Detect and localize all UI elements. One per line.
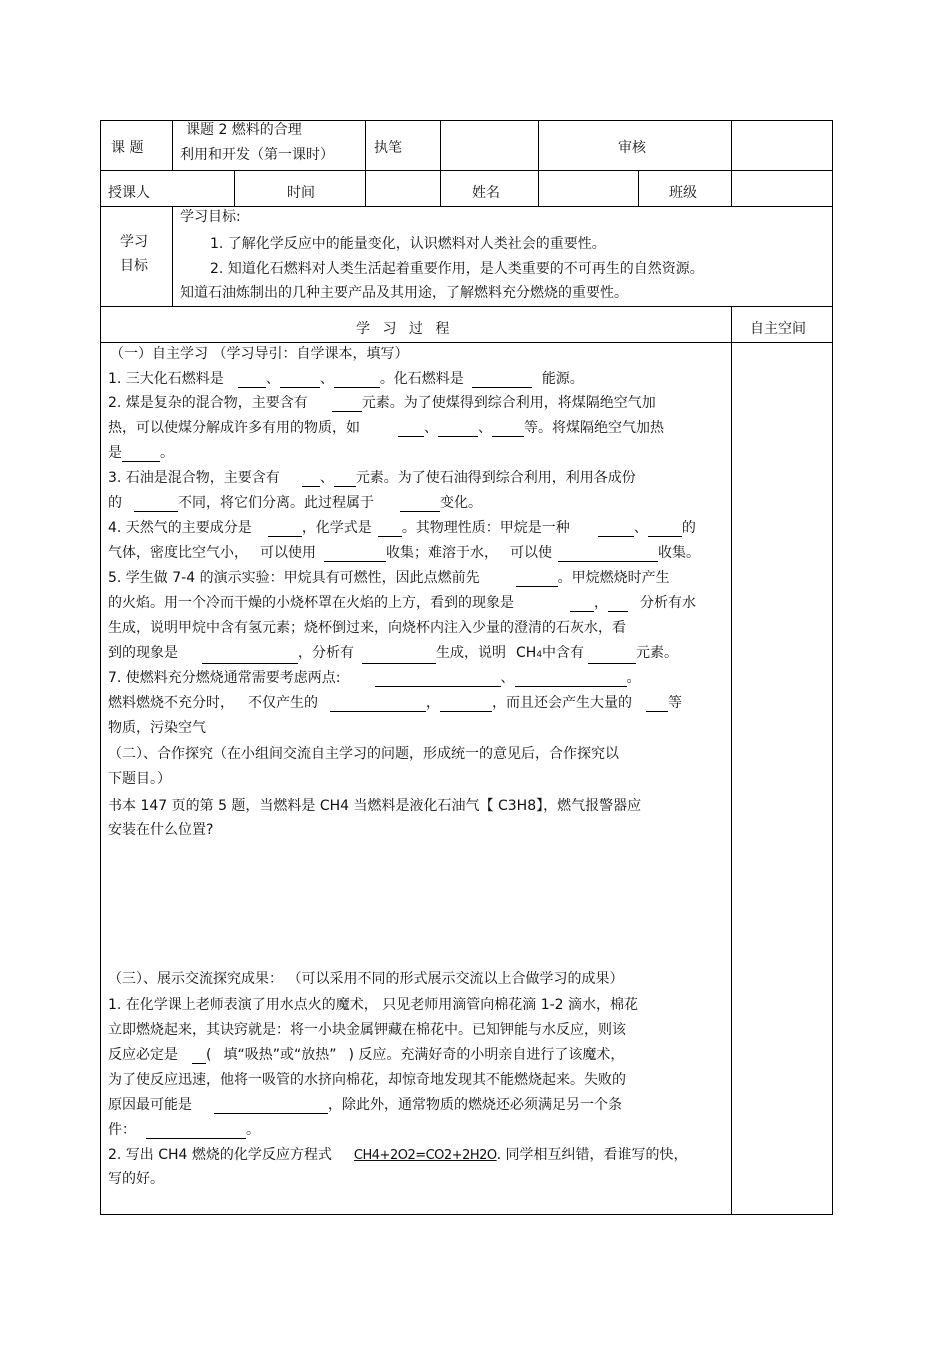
table-border-right (832, 120, 833, 1215)
col-divider (538, 120, 539, 206)
name-label: 姓名 (472, 185, 500, 201)
teacher-label: 授课人 (108, 185, 150, 201)
cooperative-question: 书本 147 页的第 5 题，当燃料是 CH4 当燃料是液化石油气【 C3H8】，燃气报警器应 (108, 798, 642, 814)
goals-label: 学习 (120, 234, 148, 250)
col-divider (172, 206, 173, 306)
question-1: 1. 三大化石燃料是 、 、 。化石燃料是 能源。 (108, 371, 584, 387)
side-space-header: 自主空间 (750, 321, 806, 337)
question-5: 生成，说明甲烷中含有氢元素；烧杯倒过来，向烧杯内注入少量的澄清的石灰水，看 (108, 620, 626, 636)
row-divider (100, 306, 833, 307)
question-4: 4. 天然气的主要成分是 ，化学式是 。其物理性质：甲烷是一种 、 的 (108, 520, 696, 536)
exchange-question-1: 反应必定是 ( 填“吸热”或“放热” ) 反应。充满好奇的小明亲自进行了该魔术， (108, 1047, 625, 1063)
goal-item: 知道石油炼制出的几种主要产品及其用途，了解燃料充分燃烧的重要性。 (180, 285, 628, 301)
row-divider (100, 170, 833, 171)
goals-title: 学习目标: (180, 209, 241, 225)
question-5: 5. 学生做 7-4 的演示实验：甲烷具有可燃性，因此点燃前先 。甲烷燃烧时产生 (108, 570, 670, 586)
question-2: 热，可以使煤分解成许多有用的物质，如 、 、 等。将煤隔绝空气加热 (108, 420, 664, 436)
question-7: 7. 使燃料充分燃烧通常需要考虑两点: 、 。 (108, 670, 641, 686)
exchange-question-2: 写的好。 (108, 1171, 164, 1187)
exchange-question-1: 件： 。 (108, 1122, 260, 1138)
topic-title-line1: 课题 2 燃料的合理 (186, 122, 302, 138)
question-2: 是 。 (108, 445, 174, 461)
table-border-bottom (100, 1214, 833, 1215)
section-title: （一）自主学习 （学习导引：自学课本，填写） (110, 346, 409, 362)
section-title: 下题目。） (108, 771, 171, 787)
goal-item: 2. 知道化石燃料对人类生活起着重要作用，是人类重要的不可再生的自然资源。 (210, 261, 704, 277)
col-divider (365, 120, 366, 206)
col-divider (638, 170, 639, 206)
row-divider (100, 206, 833, 207)
question-5: 的火焰。用一个冷而干燥的小烧杯罩在火焰的上方，看到的现象是 ， 分析有水 (108, 595, 696, 611)
goals-label: 目标 (120, 258, 148, 274)
exchange-question-1: 立即燃烧起来，其诀窍就是：将一小块金属钾藏在棉花中。已知钾能与水反应，则该 (108, 1022, 626, 1038)
col-divider (234, 170, 235, 206)
question-3: 的 不同，将它们分离。此过程属于 变化。 (108, 495, 482, 511)
goal-item: 1. 了解化学反应中的能量变化，认识燃料对人类社会的重要性。 (210, 236, 606, 252)
review-label: 审核 (618, 140, 646, 156)
time-label: 时间 (287, 185, 315, 201)
class-label: 班级 (669, 185, 697, 201)
topic-label: 课 题 (111, 140, 144, 156)
exchange-question-2: 2. 写出 CH4 燃烧的化学反应方程式 CH4+2O2=CO2+2H2O. 同学相互纠错，看谁写的快， (108, 1147, 688, 1163)
question-7: 物质，污染空气 (108, 720, 206, 736)
col-divider (172, 120, 173, 170)
question-3: 3. 石油是混合物，主要含有 、 元素。为了使石油得到综合利用，利用各成份 (108, 470, 636, 486)
exchange-question-1: 1. 在化学课上老师表演了用水点火的魔术， 只见老师用滴管向棉花滴 1-2 滴水，棉花 (108, 997, 639, 1013)
cooperative-question: 安装在什么位置? (108, 822, 214, 838)
exchange-question-1: 为了使反应迅速，他将一吸管的水挤向棉花，却惊奇地发现其不能燃烧起来。失败的 (108, 1072, 626, 1088)
table-border-left (100, 120, 101, 1215)
question-5: 到的现象是 ，分析有 生成，说明 CH4中含有 元素。 (108, 644, 678, 664)
section-title: （二）、合作探究（在小组间交流自主学习的问题，形成统一的意见后，合作探究以 (108, 746, 619, 762)
writer-label: 执笔 (374, 140, 402, 156)
section-title: （三）、展示交流探究成果： （可以采用不同的形式展示交流以上合做学习的成果） (108, 971, 624, 987)
process-header: 学 习 过 程 (356, 321, 454, 337)
topic-title-line2: 利用和开发（第一课时） (180, 147, 334, 163)
question-7: 燃料燃烧不充分时， 不仅产生的 ， ，而且还会产生大量的 等 (108, 695, 682, 711)
exchange-question-1: 原因最可能是 ，除此外，通常物质的燃烧还必须满足另一个条 (108, 1097, 622, 1113)
question-2: 2. 煤是复杂的混合物，主要含有 元素。为了使煤得到综合利用，将煤隔绝空气加 (108, 395, 656, 411)
col-divider (440, 120, 441, 206)
question-4: 气体，密度比空气小， 可以使用 收集；难溶于水， 可以使 收集。 (108, 545, 700, 561)
row-divider (100, 342, 833, 343)
col-divider (731, 306, 732, 1214)
col-divider (731, 120, 732, 206)
